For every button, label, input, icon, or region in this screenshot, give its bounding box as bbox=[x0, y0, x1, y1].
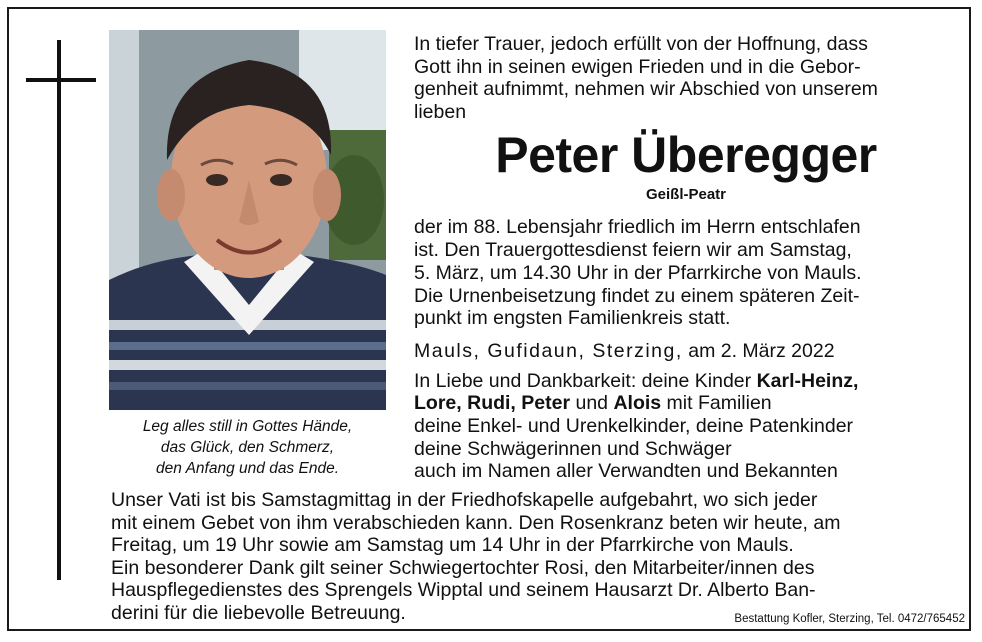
mourners-line bbox=[414, 370, 858, 393]
date: am 2. März 2022 bbox=[688, 340, 835, 362]
child-name: Karl-Heinz, bbox=[756, 370, 859, 392]
intro-line: In tiefer Trauer, jedoch erfüllt von der Hoffnung, dass bbox=[414, 33, 868, 55]
cross-icon bbox=[57, 40, 61, 580]
mourners-prefix: In Liebe und Dankbarkeit: deine Kinder bbox=[414, 370, 757, 392]
mourners-suffix: mit Familien bbox=[661, 392, 772, 414]
verse-line: den Anfang und das Ende. bbox=[156, 460, 339, 477]
mourners-line: auch im Namen aller Verwandten und Bekannten bbox=[414, 460, 838, 482]
intro-line: genheit aufnimmt, nehmen wir Abschied von unserem bbox=[414, 78, 878, 100]
intro-line: Gott ihn in seinen ewigen Frieden und in die Gebor- bbox=[414, 56, 861, 78]
child-name: Rudi, bbox=[467, 392, 516, 414]
notice-line: Ein besonderer Dank gilt seiner Schwiegertochter Rosi, den Mitarbeiter/innen des bbox=[111, 556, 815, 579]
memorial-verse bbox=[109, 416, 386, 479]
details-line: ist. Den Trauergottesdienst feiern wir am Samstag, bbox=[414, 239, 852, 261]
details-line: punkt im engsten Familienkreis statt. bbox=[414, 307, 731, 329]
cross-icon-bar bbox=[26, 78, 96, 82]
notice-line: Freitag, um 19 Uhr sowie am Samstag um 14 Uhr in der Pfarrkirche von Mauls. bbox=[111, 534, 794, 557]
mourners-line: deine Schwägerinnen und Schwäger bbox=[414, 438, 732, 460]
places: Mauls, Gufidaun, Sterzing, bbox=[414, 340, 683, 362]
details-line: Die Urnenbeisetzung findet zu einem späteren Zeit- bbox=[414, 285, 860, 307]
visitation-notice bbox=[111, 489, 840, 625]
deceased-name: Peter Überegger bbox=[495, 127, 877, 183]
notice-line: Unser Vati ist bis Samstagmittag in der Friedhofskapelle aufgebahrt, wo sich jeder bbox=[111, 489, 818, 511]
details-line: 5. März, um 14.30 Uhr in der Pfarrkirche von Mauls. bbox=[414, 262, 862, 284]
mourners-line bbox=[414, 392, 772, 415]
mourners-line: deine Enkel- und Urenkelkinder, deine Patenkinder bbox=[414, 415, 854, 437]
child-name: Peter bbox=[521, 392, 571, 414]
undertaker-credit: Bestattung Kofler, Sterzing, Tel. 0472/765452 bbox=[734, 613, 965, 625]
notice-line: mit einem Gebet von ihm verabschieden kann. Den Rosenkranz beten wir heute, am bbox=[111, 511, 841, 534]
child-name: Lore, bbox=[414, 392, 462, 414]
verse-line: das Glück, den Schmerz, bbox=[160, 439, 335, 456]
mourners-and: und bbox=[570, 392, 614, 414]
child-name: Alois bbox=[613, 392, 662, 414]
notice-line: derini für die liebevolle Betreuung. bbox=[111, 601, 406, 624]
deceased-nickname: Geißl-Peatr bbox=[645, 186, 727, 203]
verse-line: Leg alles still in Gottes Hände, bbox=[142, 418, 353, 435]
intro-line: lieben bbox=[414, 101, 467, 123]
notice-line: Hauspflegedienstes des Sprengels Wipptal und seinem Hausarzt Dr. Alberto Ban- bbox=[111, 579, 816, 602]
details-line: der im 88. Lebensjahr friedlich im Herrn entschlafen bbox=[414, 216, 861, 238]
portrait-photo bbox=[109, 30, 386, 410]
place-date-line bbox=[414, 340, 835, 363]
